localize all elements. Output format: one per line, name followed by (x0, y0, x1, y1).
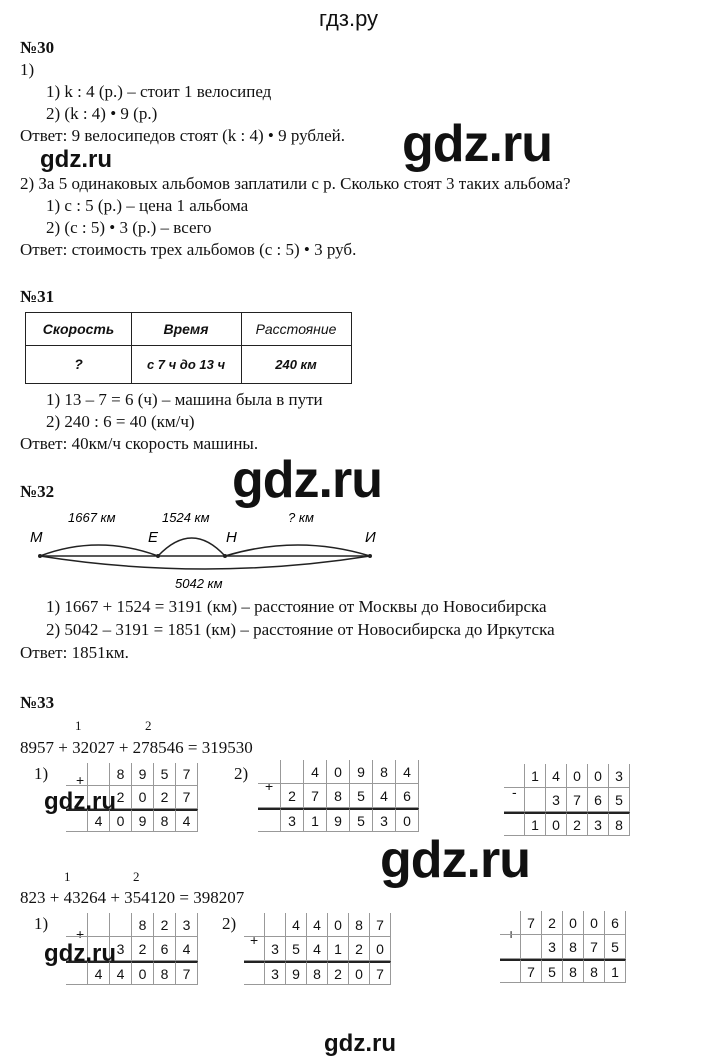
plus-sign: + (76, 926, 85, 942)
digit-cell (244, 937, 265, 961)
digit-cell: 6 (154, 937, 176, 961)
digit-cell: 2 (328, 961, 349, 985)
route-diagram (20, 500, 390, 595)
segment-label-3: ? км (288, 510, 314, 525)
table-cell-time: с 7 ч до 13 ч (146, 356, 226, 372)
digit-cell: 2 (132, 937, 154, 961)
table-cell-distance: 240 км (275, 356, 317, 372)
digit-cell: 5 (154, 763, 176, 786)
digit-cell: 2 (154, 913, 176, 937)
digit-cell: 1 (525, 812, 546, 836)
digit-cell (500, 911, 521, 935)
task-30-part1: 1) (20, 60, 35, 79)
digit-cell (66, 913, 88, 937)
digit-cell: 9 (132, 809, 154, 832)
digit-cell: 2 (349, 937, 370, 961)
digit-cell: 5 (350, 808, 373, 832)
table-header-speed: Скорость (42, 321, 115, 337)
task-31-line2: 2) 240 : 6 = 40 (км/ч) (46, 412, 195, 431)
digit-cell: 3 (546, 788, 567, 812)
task-30-answer2: Ответ: стоимость трех альбомов (с : 5) • 3 руб. (20, 240, 357, 259)
digit-cell: 8 (563, 935, 584, 959)
task-32-answer: Ответ: 1851км. (20, 643, 129, 662)
digit-cell: 7 (370, 961, 391, 985)
carry-mark: 1 (64, 869, 71, 884)
column-label: 1) (34, 914, 49, 933)
digit-cell: 9 (350, 760, 373, 784)
digit-cell: 0 (584, 911, 605, 935)
digit-cell: 1 (304, 808, 327, 832)
equation-2: 823 + 43264 + 354120 = 398207 (20, 888, 245, 907)
task-30-line2: 2) (k : 4) • 9 (р.) (46, 104, 158, 123)
segment-label-1: 1667 км (68, 510, 116, 525)
digit-cell: 8 (154, 961, 176, 985)
digit-cell (88, 763, 110, 786)
digit-cell: 8 (132, 913, 154, 937)
digit-cell: 0 (370, 937, 391, 961)
digit-cell: 8 (563, 959, 584, 983)
carry-mark: 2 (145, 718, 152, 733)
digit-cell (500, 959, 521, 983)
digit-cell: 7 (521, 911, 542, 935)
digit-cell: 4 (546, 764, 567, 788)
digit-cell: 5 (542, 959, 563, 983)
digit-cell: 0 (328, 913, 349, 937)
digit-cell: 4 (373, 784, 396, 808)
digit-cell: 7 (176, 786, 198, 809)
digit-cell: 7 (567, 788, 588, 812)
table-header-time: Время (163, 321, 209, 337)
digit-cell: 2 (154, 786, 176, 809)
digit-cell: 0 (588, 764, 609, 788)
plus-sign: + (507, 926, 516, 942)
speed-time-distance-table (25, 312, 352, 384)
digit-cell: 5 (286, 937, 307, 961)
digit-cell: 0 (132, 961, 154, 985)
carry-mark: 1 (75, 718, 82, 733)
point-label-m: М (30, 529, 43, 546)
digit-cell: 4 (304, 760, 327, 784)
digit-cell (66, 763, 88, 786)
table-cell-speed: ? (74, 356, 83, 372)
digit-cell: 9 (132, 763, 154, 786)
digit-cell: 0 (327, 760, 350, 784)
digit-cell: 2 (281, 784, 304, 808)
plus-sign: + (76, 772, 85, 788)
digit-cell: 6 (588, 788, 609, 812)
table-header-distance: Расстояние (255, 321, 337, 337)
task-30-part2: 2) За 5 одинаковых альбомов заплатили с р. Сколько стоят 3 таких альбома? (20, 174, 571, 193)
digit-cell: 2 (567, 812, 588, 836)
equation-1: 8957 + 32027 + 278546 = 319530 (20, 738, 253, 757)
segment-label-2: 1524 км (162, 510, 210, 525)
column-addition-5 (244, 913, 391, 985)
column-label: 2) (222, 914, 237, 933)
column-label: 1) (34, 764, 49, 783)
digit-cell: 8 (154, 809, 176, 832)
task-30-line1: 1) k : 4 (р.) – стоит 1 велосипед (46, 82, 272, 101)
page-header: гдз.ру (319, 6, 379, 31)
digit-cell: 7 (521, 959, 542, 983)
digit-cell: 4 (396, 760, 419, 784)
digit-cell: 3 (110, 937, 132, 961)
watermark: gdz.ru (324, 1030, 396, 1057)
task-32-line2: 2) 5042 – 3191 = 1851 (км) – расстояние от Новосибирска до Иркутска (46, 620, 555, 639)
task-30-line4: 2) (с : 5) • 3 (р.) – всего (46, 218, 212, 237)
digit-cell: 3 (609, 764, 630, 788)
digit-cell: 3 (265, 961, 286, 985)
digit-cell: 7 (176, 763, 198, 786)
digit-cell: 3 (373, 808, 396, 832)
watermark: gdz.ru (40, 146, 112, 173)
digit-cell: 0 (563, 911, 584, 935)
digit-cell: 4 (110, 961, 132, 985)
digit-cell: 8 (349, 913, 370, 937)
digit-cell: 5 (605, 935, 626, 959)
watermark: gdz.ru (44, 940, 116, 967)
digit-cell (258, 760, 281, 784)
digit-cell: 8 (307, 961, 328, 985)
task-30-title: №30 (20, 38, 55, 57)
point-label-e: Е (148, 529, 159, 546)
digit-cell: 7 (304, 784, 327, 808)
digit-cell: 8 (110, 763, 132, 786)
point-label-n: Н (226, 529, 237, 546)
digit-cell: 6 (396, 784, 419, 808)
digit-cell: 5 (609, 788, 630, 812)
task-30-line3: 1) с : 5 (р.) – цена 1 альбома (46, 196, 249, 215)
digit-cell: 4 (286, 913, 307, 937)
digit-cell: 3 (281, 808, 304, 832)
digit-cell: 4 (88, 961, 110, 985)
digit-cell: 4 (88, 809, 110, 832)
digit-cell: 8 (584, 959, 605, 983)
digit-cell: 2 (542, 911, 563, 935)
task-32-line1: 1) 1667 + 1524 = 3191 (км) – расстояние от Москвы до Новосибирска (46, 597, 547, 616)
task-30-answer1: Ответ: 9 велосипедов стоят (k : 4) • 9 рублей. (20, 126, 346, 145)
digit-cell (500, 935, 521, 959)
digit-cell (525, 788, 546, 812)
column-addition-2 (258, 760, 419, 832)
digit-cell (110, 913, 132, 937)
column-subtraction-3 (504, 764, 630, 836)
digit-cell: 9 (327, 808, 350, 832)
digit-cell: 7 (370, 913, 391, 937)
plus-sign: + (265, 778, 274, 794)
digit-cell: 8 (373, 760, 396, 784)
digit-cell: 1 (525, 764, 546, 788)
digit-cell: 6 (605, 911, 626, 935)
digit-cell (521, 935, 542, 959)
digit-cell: 0 (110, 809, 132, 832)
digit-cell: 2 (110, 786, 132, 809)
watermark: gdz.ru (380, 831, 530, 889)
digit-cell: 7 (584, 935, 605, 959)
task-31-title: №31 (20, 287, 55, 306)
watermark: gdz.ru (232, 451, 382, 509)
digit-cell (244, 961, 265, 985)
digit-cell: 1 (328, 937, 349, 961)
digit-cell: 5 (350, 784, 373, 808)
carry-mark: 2 (133, 869, 140, 884)
task-31-line1: 1) 13 – 7 = 6 (ч) – машина была в пути (46, 390, 323, 409)
digit-cell: 3 (265, 937, 286, 961)
task-33-title: №33 (20, 693, 55, 712)
digit-cell (258, 808, 281, 832)
task-32-title: №32 (20, 482, 55, 501)
digit-cell: 3 (588, 812, 609, 836)
digit-cell: 4 (307, 913, 328, 937)
digit-cell: 0 (349, 961, 370, 985)
digit-cell (244, 913, 265, 937)
digit-cell: 9 (286, 961, 307, 985)
digit-cell (265, 913, 286, 937)
plus-sign: + (250, 932, 259, 948)
point-label-i: И (365, 529, 376, 546)
digit-cell: 8 (609, 812, 630, 836)
minus-sign: - (512, 784, 517, 800)
digit-cell: 3 (176, 913, 198, 937)
digit-cell: 0 (546, 812, 567, 836)
digit-cell (504, 788, 525, 812)
digit-cell: 7 (176, 961, 198, 985)
watermark: gdz.ru (44, 788, 116, 815)
digit-cell: 4 (176, 937, 198, 961)
digit-cell: 8 (327, 784, 350, 808)
digit-cell (258, 784, 281, 808)
task-31-answer: Ответ: 40км/ч скорость машины. (20, 434, 259, 453)
watermark: gdz.ru (402, 115, 552, 173)
digit-cell: 4 (307, 937, 328, 961)
digit-cell (504, 764, 525, 788)
digit-cell: 0 (567, 764, 588, 788)
digit-cell: 4 (176, 809, 198, 832)
digit-cell: 0 (132, 786, 154, 809)
digit-cell: 0 (396, 808, 419, 832)
column-addition-6 (500, 911, 626, 983)
digit-cell: 3 (542, 935, 563, 959)
total-distance-label: 5042 км (175, 576, 223, 591)
digit-cell (281, 760, 304, 784)
column-label: 2) (234, 764, 249, 783)
digit-cell (88, 913, 110, 937)
digit-cell: 1 (605, 959, 626, 983)
